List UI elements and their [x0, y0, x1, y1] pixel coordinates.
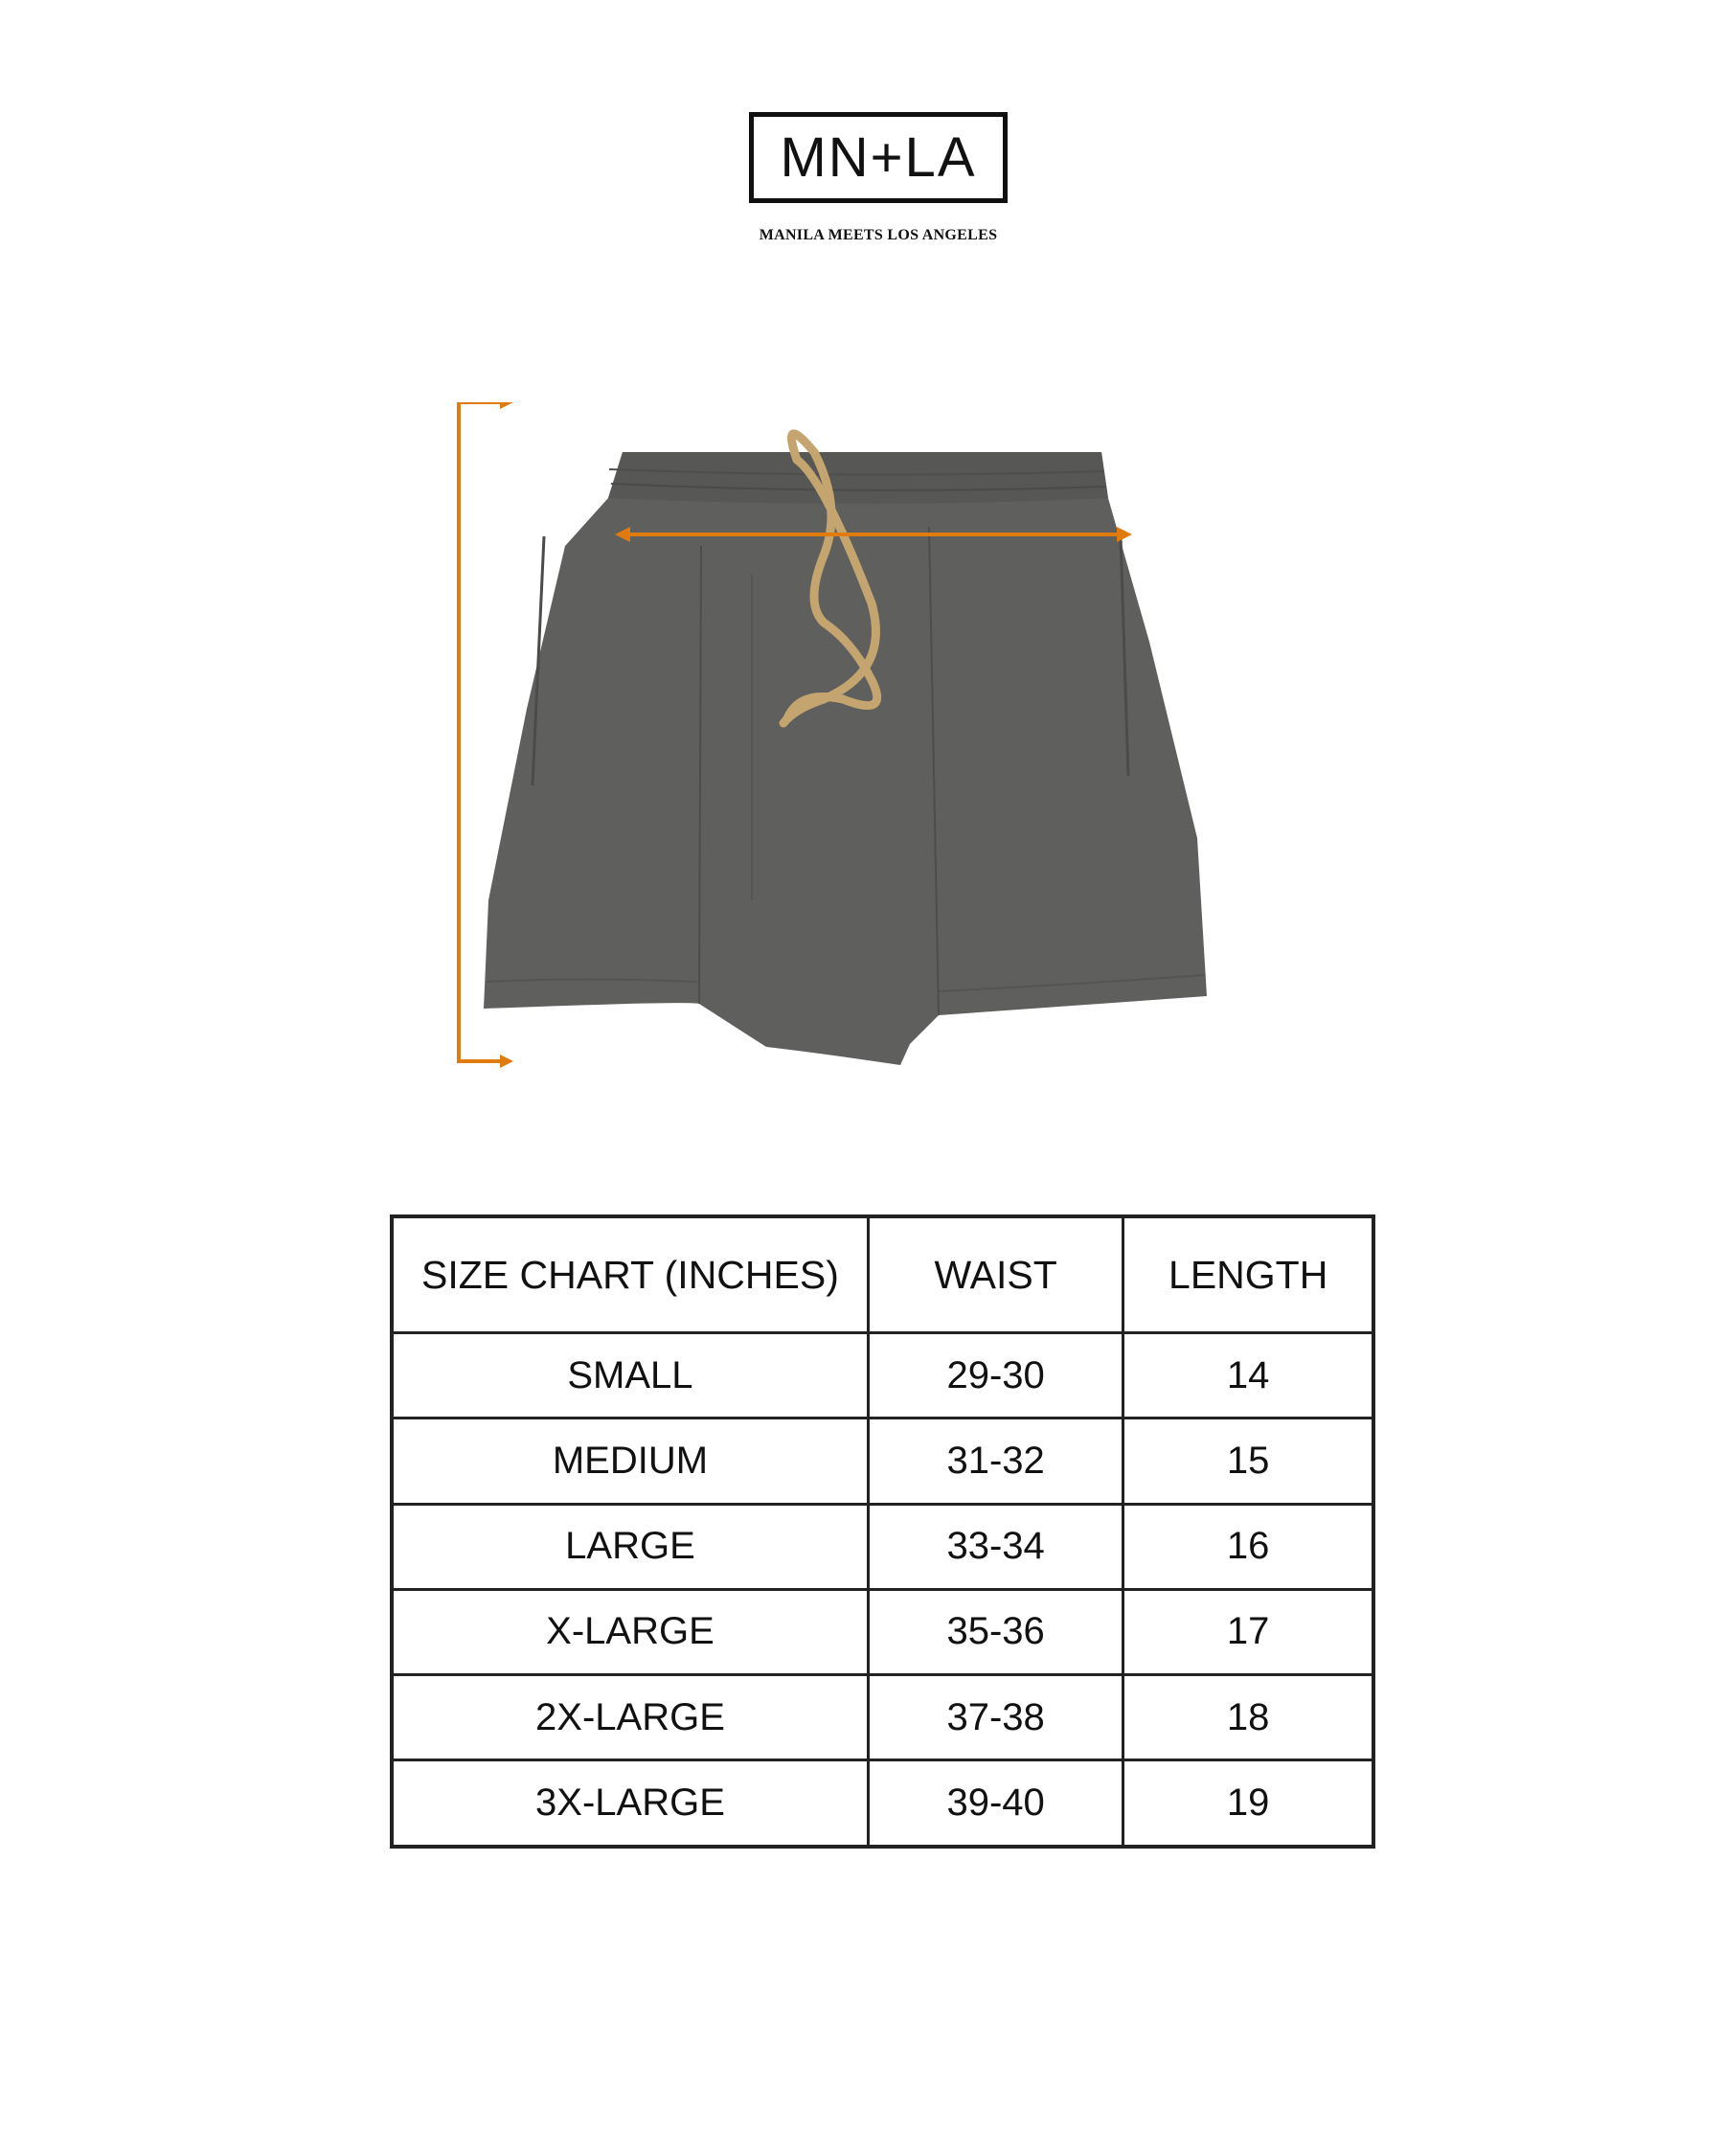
waist-arrow-right-head-icon	[1117, 527, 1132, 542]
table-row	[392, 1418, 1373, 1504]
table-row	[392, 1504, 1373, 1589]
length-arrow-top-head-icon	[500, 402, 513, 409]
size-cell: X-LARGE	[392, 1589, 868, 1674]
waist-cell: 37-38	[868, 1675, 1123, 1760]
size-cell: LARGE	[392, 1504, 868, 1589]
size-chart-header-size: SIZE CHART (INCHES)	[392, 1216, 868, 1333]
length-cell: 14	[1123, 1333, 1373, 1418]
table-row	[392, 1333, 1373, 1418]
waist-cell: 35-36	[868, 1589, 1123, 1674]
size-chart-header-waist: WAIST	[868, 1216, 1123, 1333]
table-row	[392, 1760, 1373, 1847]
length-cell: 18	[1123, 1675, 1373, 1760]
length-arrow-bottom-head-icon	[500, 1055, 513, 1068]
size-chart-header-length: LENGTH	[1123, 1216, 1373, 1333]
size-cell: MEDIUM	[392, 1418, 868, 1504]
size-cell: SMALL	[392, 1333, 868, 1418]
size-chart-header-row	[392, 1216, 1373, 1333]
size-chart-table	[390, 1214, 1375, 1849]
size-cell: 2X-LARGE	[392, 1675, 868, 1760]
length-cell: 19	[1123, 1760, 1373, 1847]
shorts-measurement-illustration	[441, 402, 1303, 1111]
logo-mark: MN+LA	[780, 126, 977, 189]
table-row	[392, 1675, 1373, 1760]
size-cell: 3X-LARGE	[392, 1760, 868, 1847]
waist-cell: 29-30	[868, 1333, 1123, 1418]
waist-cell: 39-40	[868, 1760, 1123, 1847]
length-cell: 16	[1123, 1504, 1373, 1589]
table-row	[392, 1589, 1373, 1674]
length-cell: 17	[1123, 1589, 1373, 1674]
logo-tagline: MANILA MEETS LOS ANGELES	[759, 227, 998, 243]
waist-cell: 31-32	[868, 1418, 1123, 1504]
waist-cell: 33-34	[868, 1504, 1123, 1589]
length-cell: 15	[1123, 1418, 1373, 1504]
brand-logo	[749, 112, 1008, 203]
